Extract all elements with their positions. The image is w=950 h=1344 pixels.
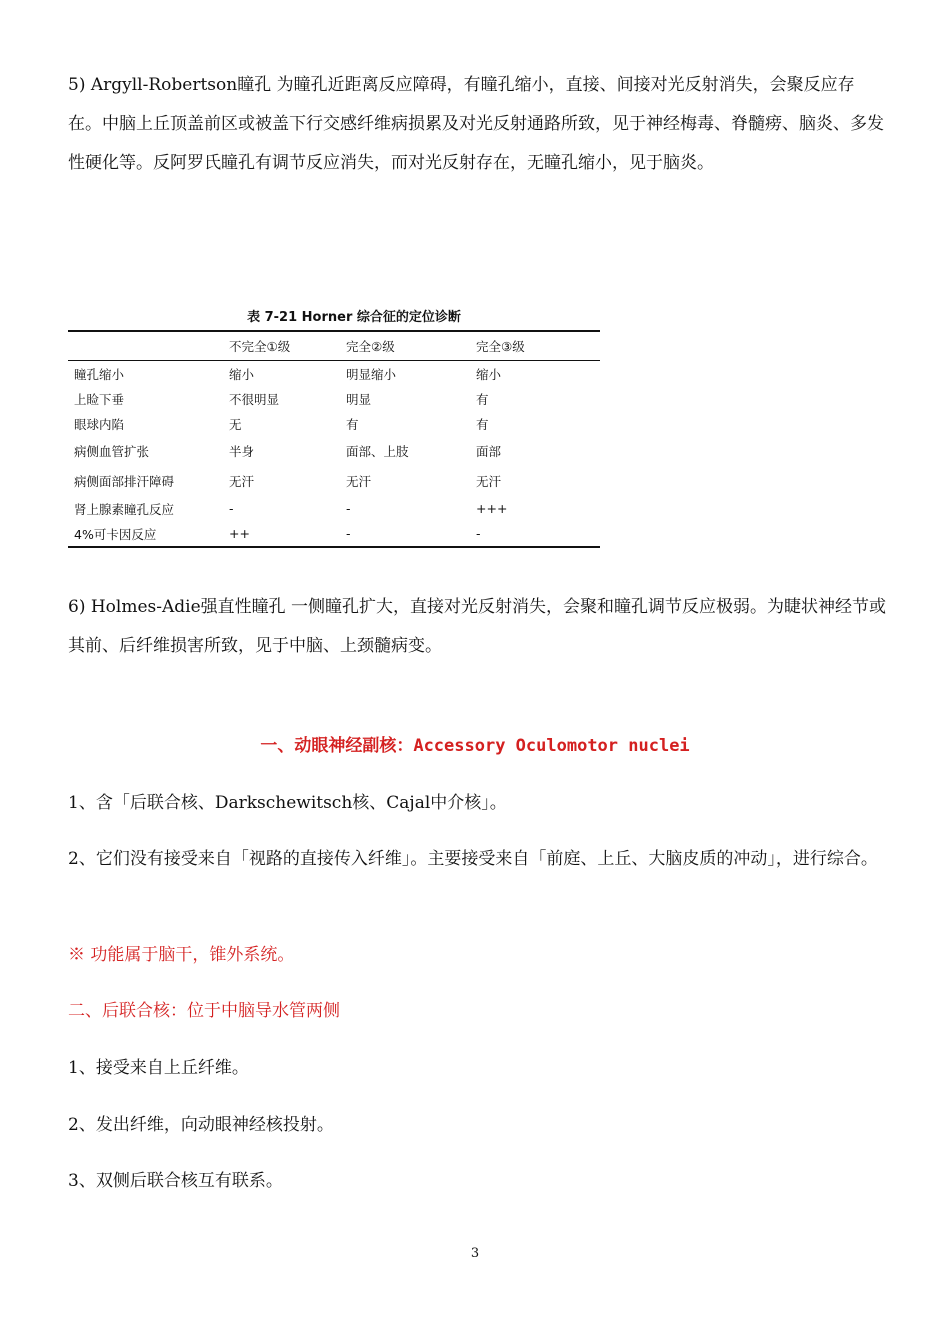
paragraph-holmes-adie: 6) Holmes-Adie强直性瞳孔 一侧瞳孔扩大，直接对光反射消失，会聚和瞳孔调节反应极弱。为睫状神经节或其前、后纤维损害所致，见于中脑、上颈髓病变。	[68, 597, 887, 656]
section1-item: 2、它们没有接受来自「视路的直接传入纤维」。主要接受来自「前庭、上丘、大脑皮质的冲动」，进行综合。	[68, 849, 878, 869]
table-cell: 面部	[476, 444, 502, 459]
table-cell: -	[229, 501, 234, 516]
section2-item: 3、双侧后联合核互有联系。	[68, 1171, 283, 1191]
table-cell: 病侧血管扩张	[74, 444, 150, 459]
horner-table-block	[68, 306, 600, 548]
table-cell: 病侧面部排汗障碍	[74, 474, 175, 489]
table-header-cell: 不完全①级	[229, 331, 346, 361]
table-cell: 瞳孔缩小	[74, 366, 125, 382]
horner-table	[68, 330, 600, 548]
table-cell: -	[346, 526, 351, 541]
table-cell: 无汗	[229, 474, 255, 489]
table-cell: 无汗	[476, 474, 502, 489]
table-cell: ++	[229, 526, 250, 541]
table-cell: 缩小	[476, 366, 502, 382]
page-number: 3	[470, 1246, 480, 1261]
table-cell: 明显	[346, 391, 372, 407]
section1-item: 1、含「后联合核、Darkschewitsch核、Cajal中介核」。	[68, 793, 507, 813]
table-row	[68, 436, 600, 466]
table-cell: +++	[476, 501, 508, 516]
table-row	[68, 496, 600, 521]
table-cell: 肾上腺素瞳孔反应	[74, 501, 175, 517]
table-cell: 缩小	[229, 366, 255, 382]
table-cell: 有	[346, 416, 359, 432]
table-cell: 4%可卡因反应	[74, 526, 157, 542]
table-header-cell	[68, 331, 229, 361]
table-caption: 表 7-21 Horner 综合征的定位诊断	[247, 310, 461, 325]
table-cell: -	[476, 526, 481, 541]
table-row	[68, 361, 600, 387]
table-cell: 面部、上肢	[346, 444, 409, 459]
section2-item: 1、接受来自上丘纤维。	[68, 1058, 249, 1078]
table-header-cell: 完全③级	[476, 331, 600, 361]
table-cell: 不很明显	[229, 391, 280, 407]
table-cell: 眼球内陷	[74, 416, 125, 432]
section-heading-accessory-oculomotor: 一、动眼神经副核：Accessory Oculomotor nuclei	[260, 736, 690, 756]
table-cell: 明显缩小	[346, 366, 397, 382]
section2-item: 2、发出纤维，向动眼神经核投射。	[68, 1115, 334, 1135]
table-row	[68, 386, 600, 411]
table-cell: 上睑下垂	[74, 391, 125, 407]
table-row	[68, 521, 600, 547]
table-cell: 有	[476, 416, 489, 432]
table-cell: 半身	[229, 444, 255, 459]
table-cell: 无汗	[346, 474, 372, 489]
table-header-row	[68, 331, 600, 361]
section-heading-posterior-commissure: 二、后联合核：位于中脑导水管两侧	[68, 1001, 340, 1021]
table-cell: 有	[476, 391, 489, 407]
table-header-cell: 完全②级	[346, 331, 476, 361]
table-row	[68, 411, 600, 436]
table-cell: -	[346, 501, 351, 516]
section1-note: ※ 功能属于脑干，锥外系统。	[68, 945, 295, 965]
table-row	[68, 466, 600, 496]
table-cell: 无	[229, 416, 242, 432]
paragraph-argyll-robertson: 5) Argyll-Robertson瞳孔 为瞳孔近距离反应障碍，有瞳孔缩小，直接、间接对光反射消失，会聚反应存在。中脑上丘顶盖前区或被盖下行交感纤维病损累及对光反射通路所致，见于神经梅毒、脊髓痨、脑炎、多发性硬化等。反阿罗氏瞳孔有调节反应消失，而对光反射存在，无瞳孔缩小，见于脑炎。	[68, 75, 884, 173]
